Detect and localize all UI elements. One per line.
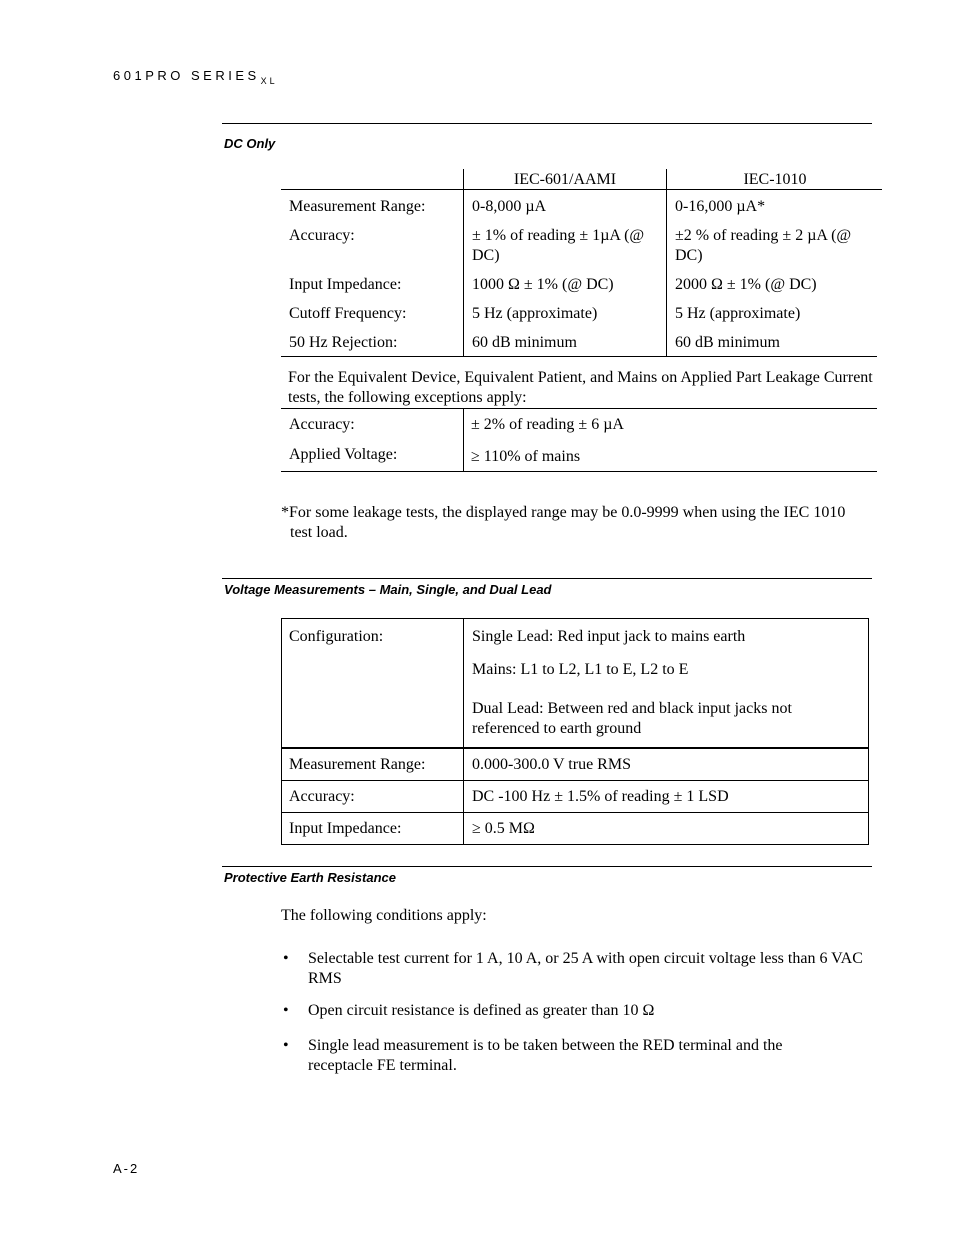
section-title-voltage: Voltage Measurements – Main, Single, and Dual Lead bbox=[224, 582, 552, 597]
iec601-value: 1000 Ω ± 1% (@ DC) bbox=[472, 276, 614, 293]
table-divider bbox=[281, 356, 877, 357]
bullet-icon: • bbox=[283, 1002, 289, 1019]
iec1010-value: 60 dB minimum bbox=[675, 334, 780, 351]
row-label: Cutoff Frequency: bbox=[289, 305, 407, 322]
row-label: 50 Hz Rejection: bbox=[289, 334, 398, 351]
row-label: Measurement Range: bbox=[282, 749, 464, 780]
row-label: Accuracy: bbox=[289, 227, 355, 244]
row-label: Configuration: bbox=[282, 619, 464, 747]
list-item: Single lead measurement is to be taken between the RED terminal and the receptacle FE terminal. bbox=[308, 1037, 783, 1074]
iec601-value: ± 1% of reading ± 1µA (@ DC) bbox=[472, 227, 645, 264]
row-label: Accuracy: bbox=[282, 781, 464, 812]
column-header-iec1010: IEC-1010 bbox=[743, 171, 807, 188]
section-title-earth: Protective Earth Resistance bbox=[224, 870, 396, 885]
exception-label: Applied Voltage: bbox=[289, 446, 398, 463]
iec601-value: 60 dB minimum bbox=[472, 334, 577, 351]
iec1010-value: 5 Hz (approximate) bbox=[675, 305, 801, 322]
row-value: ≥ 0.5 MΩ bbox=[472, 820, 535, 837]
intro-text: The following conditions apply: bbox=[281, 907, 487, 924]
table-divider bbox=[463, 409, 464, 471]
row-label: Input Impedance: bbox=[289, 276, 402, 293]
configuration-value: Single Lead: Red input jack to mains earth bbox=[472, 628, 746, 645]
footnote: *For some leakage tests, the displayed range may be 0.0-9999 when using the IEC 1010 test load. bbox=[281, 504, 846, 541]
exception-value: ≥ 110% of mains bbox=[471, 448, 581, 465]
table-row bbox=[282, 780, 868, 812]
table-divider bbox=[463, 169, 464, 356]
configuration-value: Dual Lead: Between red and black input jacks not referenced to earth ground bbox=[472, 700, 792, 737]
exception-note: For the Equivalent Device, Equivalent Patient, and Mains on Applied Part Leakage Current tests, the following exceptions apply: bbox=[288, 369, 873, 406]
table-divider bbox=[666, 169, 667, 356]
section-title-dc: DC Only bbox=[224, 136, 276, 151]
table-divider bbox=[281, 471, 877, 472]
list-item: Open circuit resistance is defined as greater than 10 Ω bbox=[308, 1002, 655, 1019]
configuration-values bbox=[464, 619, 868, 747]
iec1010-value: 0-16,000 µA* bbox=[675, 198, 766, 215]
list-item: Selectable test current for 1 A, 10 A, or 25 A with open circuit voltage less than 6 VAC RMS bbox=[308, 950, 863, 987]
table-divider bbox=[281, 408, 877, 409]
row-value: DC -100 Hz ± 1.5% of reading ± 1 LSD bbox=[472, 788, 729, 805]
table-row bbox=[282, 748, 868, 780]
bullet-icon: • bbox=[283, 950, 289, 967]
bullet-icon: • bbox=[283, 1037, 289, 1054]
page-number: A-2 bbox=[113, 1161, 140, 1176]
table-row bbox=[282, 812, 868, 844]
iec1010-value: ±2 % of reading ± 2 µA (@ DC) bbox=[675, 227, 852, 264]
section-divider bbox=[222, 578, 872, 579]
row-label: Input Impedance: bbox=[282, 813, 464, 844]
iec601-value: 5 Hz (approximate) bbox=[472, 305, 598, 322]
row-label: Measurement Range: bbox=[289, 198, 426, 215]
row-value: 0.000-300.0 V true RMS bbox=[472, 756, 631, 773]
page-header bbox=[113, 68, 278, 86]
table-row bbox=[282, 619, 868, 748]
section-divider bbox=[222, 866, 872, 867]
header-subscript: XL bbox=[260, 76, 278, 86]
section-divider bbox=[222, 123, 872, 124]
column-header-iec601: IEC-601/AAMI bbox=[513, 171, 617, 188]
exception-label: Accuracy: bbox=[289, 416, 355, 433]
iec1010-value: 2000 Ω ± 1% (@ DC) bbox=[675, 276, 817, 293]
header-title: 601PRO SERIES bbox=[113, 68, 260, 83]
exception-value: ± 2% of reading ± 6 µA bbox=[471, 416, 624, 433]
iec601-value: 0-8,000 µA bbox=[472, 198, 547, 215]
configuration-value: Mains: L1 to L2, L1 to E, L2 to E bbox=[472, 661, 689, 678]
voltage-table bbox=[281, 618, 869, 845]
